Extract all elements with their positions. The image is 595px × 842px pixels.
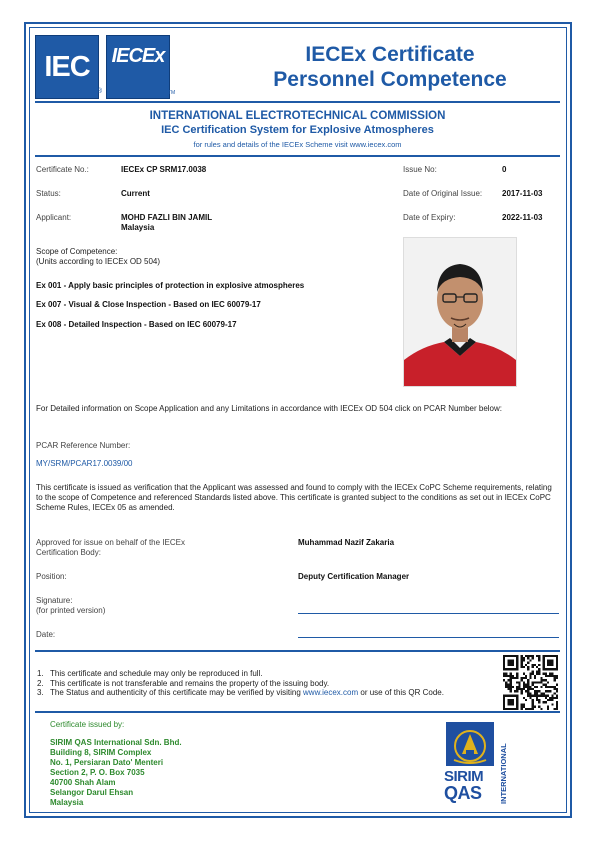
note-3-link[interactable]: www.iecex.com: [303, 688, 359, 697]
sirim-qas-logo: [444, 720, 510, 806]
qr-code[interactable]: [503, 655, 558, 710]
iec-logo: [35, 35, 99, 99]
note-1-num: 1.: [37, 669, 44, 678]
qr-code-graphic: [503, 655, 558, 710]
international-logo-text: INTERNATIONAL: [499, 743, 508, 804]
verification-text: This certificate is issued as verification that the Applicant was assessed and found to comply with the IECEx CoPC Scheme requirements, relating to the scope of Competence and referenced Standards listed above. This certificate is granted subject to the conditions as set out in IECEx CoPC Scheme Rules, IECEx 05 as amended.: [36, 483, 552, 512]
org-line-2: IEC Certification System for Explosive Atmospheres: [161, 124, 434, 136]
org-divider: [35, 155, 560, 157]
applicant-country: Malaysia: [121, 223, 155, 232]
approved-label-line-2: Certification Body:: [36, 548, 101, 557]
notes-divider: [35, 711, 560, 713]
issuer-line: Selangor Darul Ehsan: [50, 788, 134, 797]
title-line-2: Personnel Competence: [273, 68, 507, 91]
approved-label-line-1: Approved for issue on behalf of the IECEx: [36, 538, 185, 547]
page-title: [200, 42, 580, 92]
signature-label: [36, 596, 105, 616]
issue-no-value: 0: [502, 165, 507, 174]
pcar-ref-label: PCAR Reference Number:: [36, 441, 131, 450]
applicant-label: Applicant:: [36, 213, 72, 222]
sirim-logo-text: SIRIM: [444, 768, 484, 785]
cert-no-value: IECEx CP SRM17.0038: [121, 165, 207, 174]
expiry-label: Date of Expiry:: [403, 213, 456, 222]
date-label: Date:: [36, 630, 56, 639]
scope-unit-2: Ex 007 - Visual & Close Inspection - Based on IEC 60079-17: [36, 300, 261, 309]
issuer-line: 40700 Shah Alam: [50, 778, 116, 787]
issuer-line: No. 1, Persiaran Dato' Menteri: [50, 758, 164, 767]
pcar-info-text: For Detailed information on Scope Application and any Limitations in accordance with IECEx OD 504 click on PCAR Number below:: [36, 404, 503, 413]
approved-label: [36, 538, 185, 558]
applicant-portrait-illustration: [404, 238, 516, 386]
applicant-photo: [403, 237, 517, 387]
position-value: Deputy Certification Manager: [298, 572, 410, 581]
scope-label-1: Scope of Competence:: [36, 247, 118, 256]
pcar-ref-link[interactable]: MY/SRM/PCAR17.0039/00: [36, 459, 133, 468]
issuer-line: SIRIM QAS International Sdn. Bhd.: [50, 738, 182, 747]
qas-logo-text: QAS: [444, 783, 482, 803]
note-2: This certificate is not transferable and remains the property of the issuing body.: [50, 679, 330, 688]
signature-label-line-1: Signature:: [36, 596, 73, 605]
title-line-1: IECEx Certificate: [305, 43, 475, 66]
note-1: This certificate and schedule may only be reproduced in full.: [50, 669, 263, 678]
scope-unit-3: Ex 008 - Detailed Inspection - Based on IEC 60079-17: [36, 320, 237, 329]
scope-unit-1: Ex 001 - Apply basic principles of protection in explosive atmospheres: [36, 281, 305, 290]
status-value: Current: [121, 189, 150, 198]
signature-label-line-2: (for printed version): [36, 606, 106, 615]
note-3: [50, 688, 444, 697]
applicant-name: MOHD FAZLI BIN JAMIL: [121, 213, 213, 222]
original-issue-value: 2017-11-03: [502, 189, 543, 198]
rules-link[interactable]: www.iecex.com: [349, 140, 402, 149]
approver-name: Muhammad Nazif Zakaria: [298, 538, 395, 547]
signature-line: [298, 613, 559, 614]
issued-by-label: Certificate issued by:: [50, 720, 125, 729]
rules-text: [35, 140, 560, 149]
tm-mark: TM: [168, 90, 176, 96]
note-2-num: 2.: [37, 679, 44, 688]
approval-divider: [35, 650, 560, 652]
cert-no-label: Certificate No.:: [36, 165, 89, 174]
iecex-logo: [106, 35, 170, 99]
note-3-num: 3.: [37, 688, 44, 697]
iec-logo-text: IEC: [44, 51, 90, 83]
issuer-line: Section 2, P. O. Box 7035: [50, 768, 145, 777]
issue-no-label: Issue No:: [403, 165, 437, 174]
issuer-address: [50, 738, 182, 808]
expiry-value: 2022-11-03: [502, 213, 543, 222]
rules-prefix: for rules and details of the IECEx Scheme visit: [193, 140, 350, 149]
scope-label-2: (Units according to IECEx OD 504): [36, 257, 161, 266]
status-label: Status:: [36, 189, 61, 198]
note-3-prefix: The Status and authenticity of this certificate may be verified by visiting: [50, 688, 304, 697]
original-issue-label: Date of Original Issue:: [403, 189, 483, 198]
org-line-1: INTERNATIONAL ELECTROTECHNICAL COMMISSION: [149, 110, 446, 122]
header-divider: [35, 101, 560, 103]
date-line: [298, 637, 559, 638]
position-label: Position:: [36, 572, 67, 581]
issuer-line: Building 8, SIRIM Complex: [50, 748, 152, 757]
registered-mark: ®: [97, 88, 103, 95]
iecex-logo-text: IECEx: [111, 45, 165, 67]
note-3-suffix: or use of this QR Code.: [358, 688, 444, 697]
issuer-line: Malaysia: [50, 798, 84, 807]
